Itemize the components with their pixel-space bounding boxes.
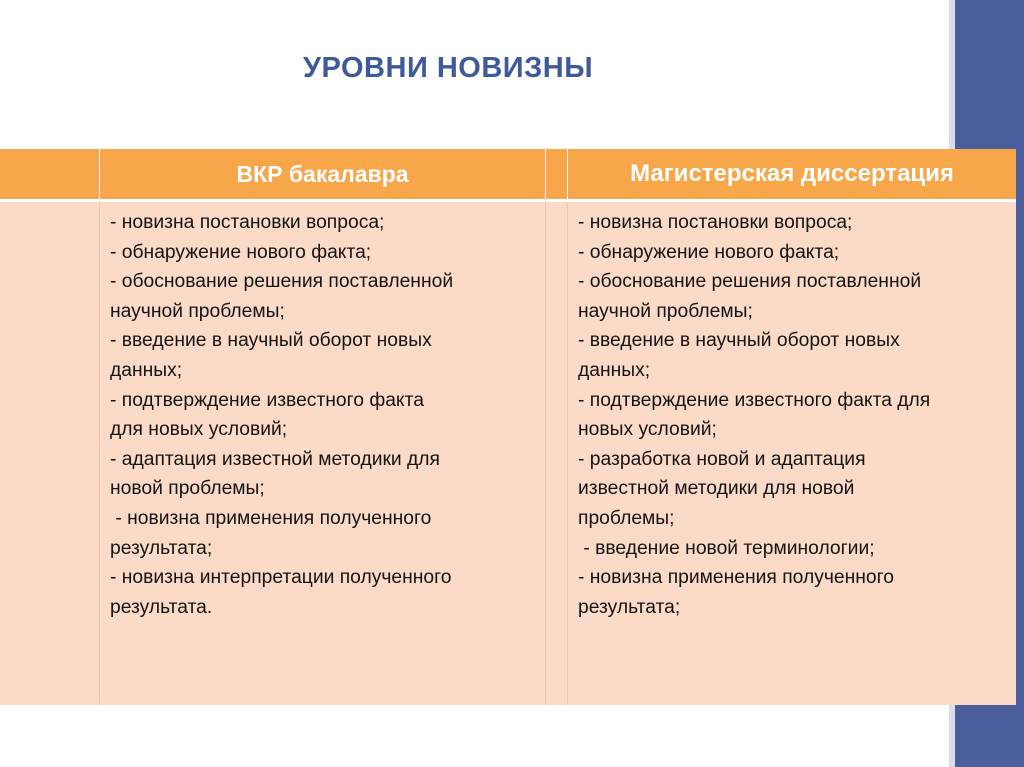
header-bachelor-thesis: ВКР бакалавра: [236, 161, 409, 187]
list-item: данных;: [578, 359, 651, 381]
list-item: - новизна применения полученного: [110, 507, 432, 529]
list-item: новых условий;: [578, 419, 717, 441]
list-item: научной проблемы;: [578, 300, 753, 322]
list-item: - новизна постановки вопроса;: [578, 212, 853, 233]
list-item: результата;: [578, 596, 681, 618]
list-item: - введение в научный оборот новых: [110, 330, 432, 352]
header-master-dissertation: Магистерская диссертация: [630, 160, 954, 187]
list-item: известной методики для новой: [578, 478, 855, 500]
column-divider: [545, 202, 546, 705]
list-item: - обоснование решения поставленной: [110, 271, 454, 293]
list-item: - новизна применения полученного: [578, 567, 894, 589]
list-item: - подтверждение известного факта: [110, 389, 424, 411]
list-item: - новизна интерпретации полученного: [110, 567, 452, 589]
list-item: данных;: [110, 359, 183, 381]
slide-title: УРОВНИ НОВИЗНЫ: [303, 52, 594, 84]
novelty-table: [0, 149, 1016, 705]
list-item: - обнаружение нового факта;: [110, 241, 372, 263]
list-item: - разработка новой и адаптация: [578, 448, 866, 470]
list-item: для новых условий;: [110, 419, 288, 441]
header-cell-gap: [546, 149, 567, 199]
list-item: - обнаружение нового факта;: [578, 241, 840, 263]
master-novelty-list: [578, 208, 930, 622]
list-item: - подтверждение известного факта для: [578, 389, 931, 411]
list-item: проблемы;: [578, 507, 675, 529]
list-item: - введение в научный оборот новых: [578, 330, 900, 352]
list-item: - адаптация известной методики для: [110, 448, 440, 470]
column-divider: [567, 202, 568, 705]
list-item: - обоснование решения поставленной: [578, 271, 922, 293]
list-item: результата.: [110, 596, 213, 618]
header-cell-empty: [0, 149, 99, 199]
list-item: - введение новой терминологии;: [578, 537, 875, 559]
list-item: - новизна постановки вопроса;: [110, 212, 385, 233]
list-item: научной проблемы;: [110, 300, 285, 322]
list-item: новой проблемы;: [110, 478, 265, 500]
bachelor-novelty-list: [110, 208, 453, 622]
list-item: результата;: [110, 537, 213, 559]
column-divider: [99, 202, 100, 705]
